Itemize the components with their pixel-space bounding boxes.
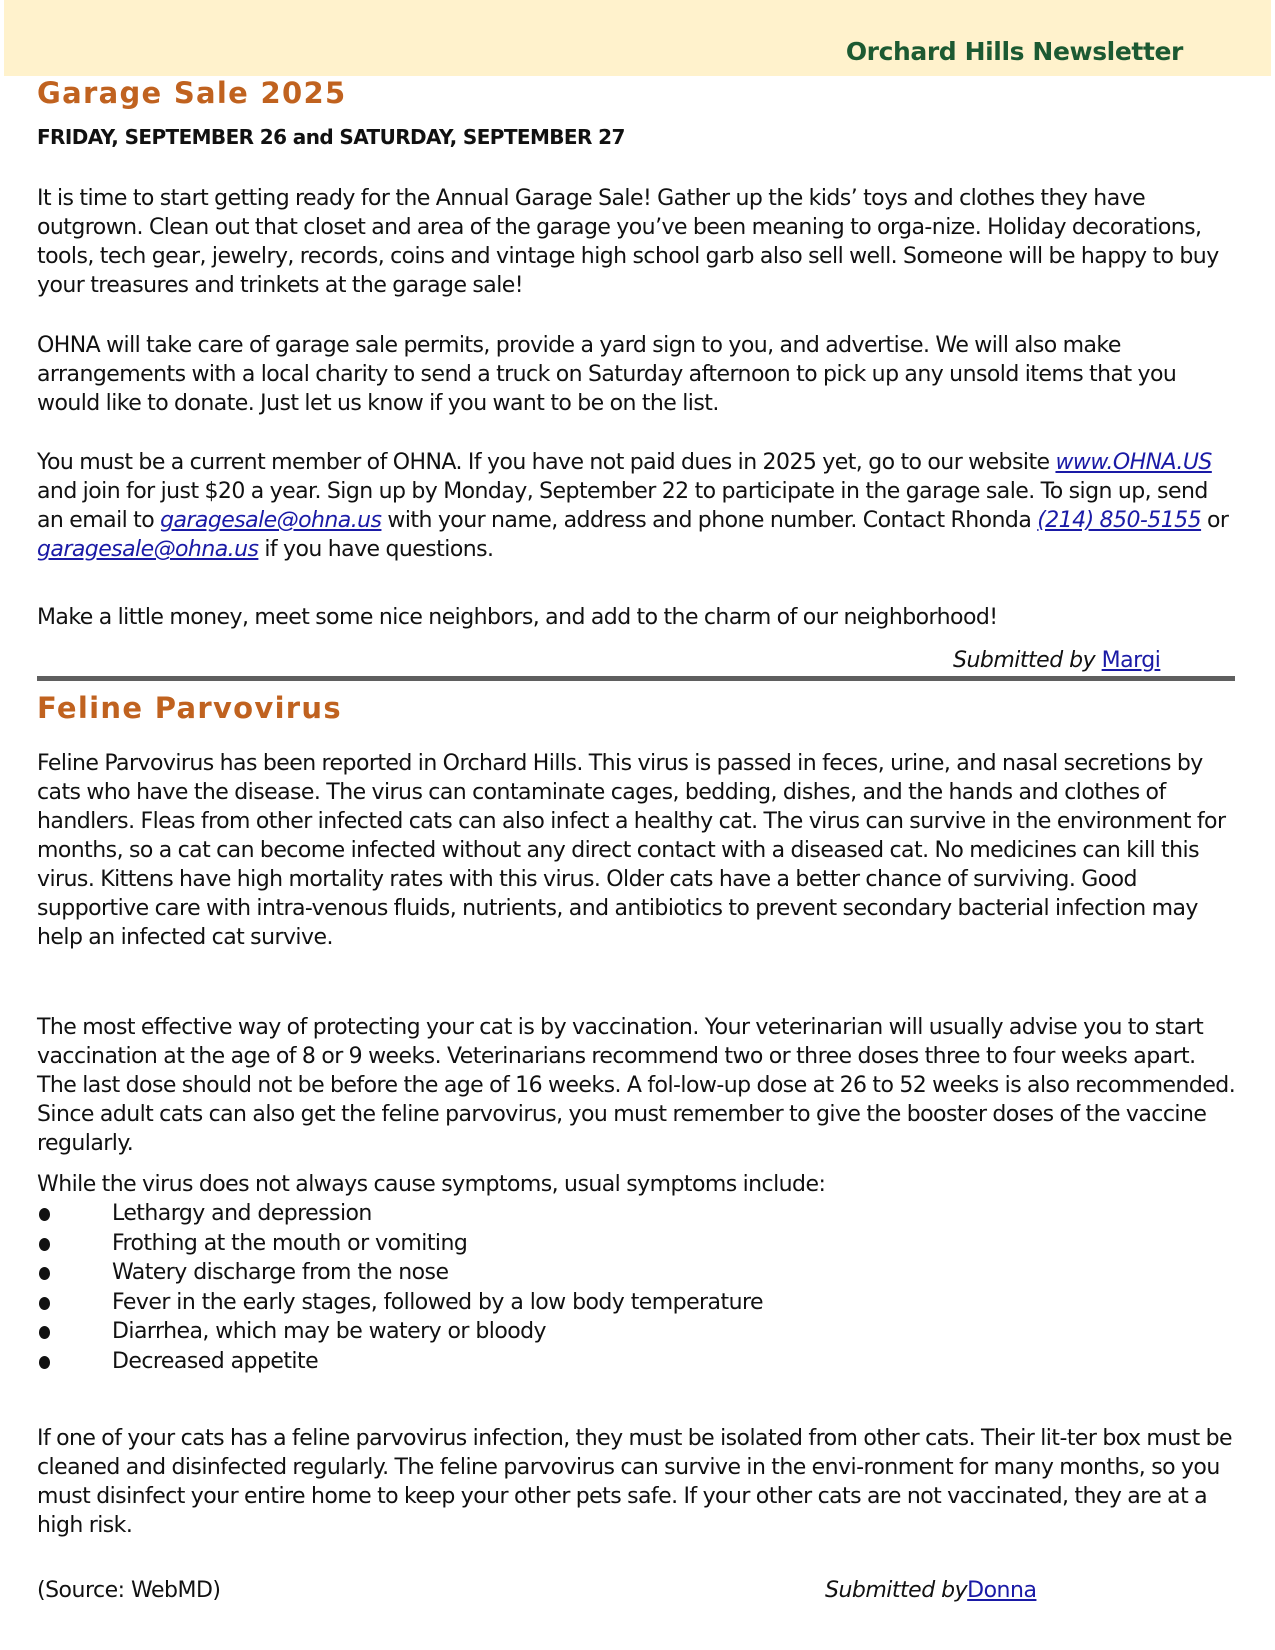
membership-text-4: or [1201, 508, 1229, 533]
membership-text-5: if you have questions. [258, 537, 494, 562]
source-citation: (Source: WebMD) [37, 1578, 221, 1603]
feline-parvovirus-title: Feline Parvovirus [37, 691, 342, 725]
symptom-item [37, 1199, 763, 1229]
garage-sale-paragraph-4: Make a little money, meet some nice neighbors, and add to the charm of our neighborhood! [37, 605, 998, 630]
garage-sale-dates: FRIDAY, SEPTEMBER 26 and SATURDAY, SEPTEMBER 27 [37, 125, 625, 149]
bullet-icon [39, 1208, 50, 1221]
symptom-item [37, 1288, 763, 1318]
symptoms-list [37, 1199, 763, 1376]
garage-sale-paragraph-2: OHNA will take care of garage sale permits, provide a yard sign to you, and advertise. We will also make arrangements with a local charity to send a truck on Saturday afternoon to pick up any unsold items that you would like to donate. Just let us know if you want to be on the list. [37, 333, 1177, 416]
membership-text-2: and join for just $20 a year. Sign up by Monday, September 22 to participate in the garage sale. To sign up, send an email to [37, 479, 1208, 533]
symptom-item [37, 1229, 763, 1259]
email-link-2[interactable]: garagesale@ohna.us [37, 537, 259, 562]
bullet-icon [39, 1356, 50, 1369]
symptom-text: Fever in the early stages, followed by a low body temperature [112, 1289, 763, 1315]
submitted-by-label: Submitted by [953, 648, 1102, 673]
garage-sale-paragraph-3 [37, 448, 1237, 564]
author-link-donna[interactable]: Donna [967, 1578, 1037, 1603]
garage-sale-submitted-by [953, 648, 1160, 673]
symptom-text: Frothing at the mouth or vomiting [112, 1230, 468, 1256]
garage-sale-paragraph-1: It is time to start getting ready for the Annual Garage Sale! Gather up the kids’ toys and clothes they have outgrown. Clean out that closet and area of the garage you’ve been meaning to orga-nize. Holiday decorations, tools, tech gear, jewelry, records, coins and vintage high school garb also sell well. Someone will be happy to buy your treasures and trinkets at the garage sale! [37, 186, 1219, 298]
symptom-text: Decreased appetite [112, 1348, 319, 1374]
symptom-item [37, 1317, 763, 1347]
symptom-text: Diarrhea, which may be watery or bloody [112, 1319, 547, 1344]
symptom-text: Watery discharge from the nose [112, 1260, 449, 1285]
website-link[interactable]: www.OHNA.US [1055, 450, 1212, 475]
feline-paragraph-3: If one of your cats has a feline parvovirus infection, they must be isolated from other cats. Their lit-ter box must be cleaned and disinfected regularly. The feline parvovirus can survive in the envi-ronment for many months, so you must disinfect your entire home to keep your other pets safe. If your other cats are not vaccinated, they are at a high risk. [37, 1426, 1232, 1538]
feline-paragraph-1: Feline Parvovirus has been reported in Orchard Hills. This virus is passed in feces, urine, and nasal secretions by cats who have the disease. The virus can contaminate cages, bedding, dishes, and the hands and clothes of handlers. Fleas from other infected cats can also infect a healthy cat. The virus can survive in the environment for months, so a cat can become infected without any direct contact with a diseased cat. No medicines can kill this virus. Kittens have high mortality rates with this virus. Older cats have a better chance of surviving. Good supportive care with intra-venous fluids, nutrients, and antibiotics to prevent secondary bacterial infection may help an infected cat survive. [37, 751, 1226, 950]
feline-paragraph-2: The most effective way of protecting your cat is by vaccination. Your veterinarian will usually advise you to start vaccination at the age of 8 or 9 weeks. Veterinarians recommend two or three doses three to four weeks apart. The last dose should not be before the age of 16 weeks. A fol-low-up dose at 26 to 52 weeks is also recommended. Since adult cats can also get the feline parvovirus, you must remember to give the booster doses of the vaccine regularly. [37, 1015, 1236, 1156]
bullet-icon [39, 1326, 50, 1339]
feline-submitted-by [825, 1578, 1036, 1603]
section-divider [37, 676, 1235, 681]
symptom-text: Lethargy and depression [112, 1201, 372, 1226]
author-link-margi[interactable]: Margi [1101, 648, 1161, 673]
symptom-item [37, 1258, 763, 1288]
bullet-icon [39, 1297, 50, 1310]
garage-sale-title: Garage Sale 2025 [37, 76, 347, 110]
symptoms-intro: While the virus does not always cause symptoms, usual symptoms include: [37, 1172, 826, 1197]
membership-text: You must be a current member of OHNA. If you have not paid dues in 2025 yet, go to our website [37, 450, 1056, 475]
newsletter-title: Orchard Hills Newsletter [845, 37, 1183, 66]
membership-text-3: with your name, address and phone number. Contact Rhonda [381, 508, 1038, 533]
symptom-item [37, 1347, 763, 1377]
submitted-by-label: Submitted by [825, 1578, 968, 1603]
bullet-icon [39, 1238, 50, 1251]
bullet-icon [39, 1267, 50, 1280]
email-link[interactable]: garagesale@ohna.us [160, 508, 382, 533]
phone-link[interactable]: (214) 850-5155 [1037, 508, 1202, 533]
